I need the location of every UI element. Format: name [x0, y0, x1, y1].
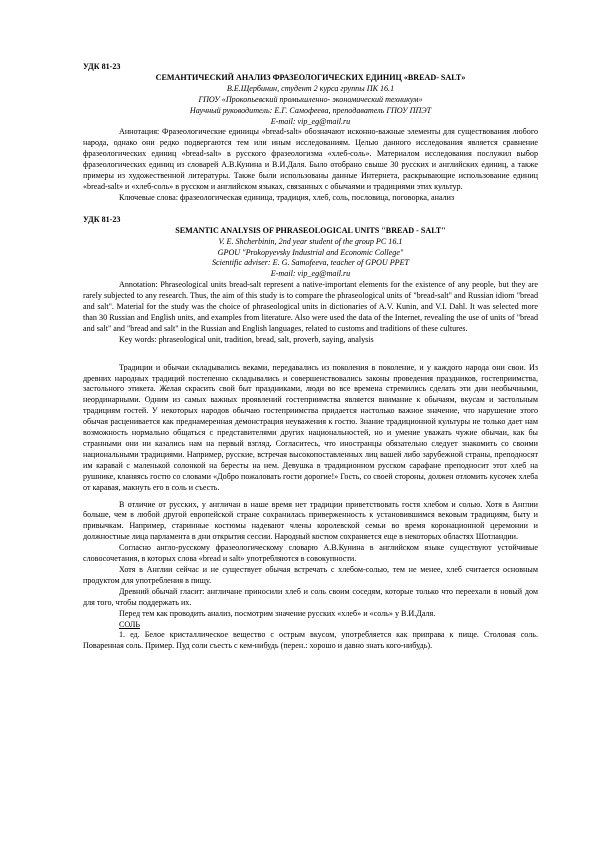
keywords-ru: Ключевые слова: фразеологическая единица, традиция, хлеб, соль, пословица, поговорка, анализ [119, 192, 455, 202]
body-paragraph-7: 1. ед. Белое кристаллическое вещество с острым вкусом, употребляется как приправа к пище. Столовая соль. Поваренная соль. Пример. Пуд соли съесть с кем-нибудь (перен.: хорошо и давно знать кого-нибудь). [83, 630, 538, 651]
advisor-en: Scientific adviser: E. G. Samofeeva, teacher of GPOU PPET [211, 258, 410, 268]
advisor-ru: Научный руководитель: Е.Г. Самофеева, преподаватель ГПОУ ППЭТ [189, 105, 432, 115]
body-paragraph-1: Традиции и обычаи складывались веками, передавались из поколения в поколение, и у каждого народа они свои. Из древних народных традиций постепенно складывались и совершенствовались законы проведения праздников, гостеприимства, застольного этикета. Желая скрасить свой быт праздниками, люди во все времена стремились сделать эти дни необычными, неординарными. Одним из самых важных проявлений гостеприимства является внимание к обычаям, вкусам и застольным традициям гостей. У некоторых народов обычаю гостеприимства придается настолько важное значение, что нарушение этого обычая расценивается как преднамеренная демонстрация неуважения к гостю. Знание традиционной культуры не только дает нам возможность нормально общаться с представителями других национальностей, но и умение уважать чужие обычаи, как бы странными они ни казались нам на первый взгляд. Согласитесь, что иностранцы обязательно следует знакомить со своими национальными традициями. Например, русские, встречая высокопоставленных лиц вашей либо зарубежной страны, преподносят им каравай с маленькой солонкой на бересты на нем. Девушка в традиционном русском сарафане преподносит этот хлеб на рушнике, кланяясь гостю со словами «Добро пожаловать гости дорогие!» Гость, со своей стороны, должен отломить кусочек хлеба от каравая, макнуть его в соль и съесть. [83, 362, 538, 492]
organization-ru: ГПОУ «Прокопьевский промышленно- экономический техникум» [198, 94, 423, 104]
paper-title-en: SEMANTIC ANALYSIS OF PHRASEOLOGICAL UNITS "BREAD - SALT" [175, 225, 446, 235]
body-paragraph-2: В отличие от русских, у англичан в наше время нет традиции приветствовать гостя хлебом и солью. Хотя в Англии больше, чем в любой другой европейской стране сохранилась приверженность к установившимся вековым традициям, быту и привычкам. Например, старинные костюмы надевают члены королевской семьи во время коронационной церемонии и должностные лица парламента в дни открытия сессии. Народный костюм сохраняется еще в некоторых областях Шотландии. [83, 499, 538, 542]
organization-en: GPOU "Prokopyevsky Industrial and Economic College" [217, 247, 404, 257]
keywords-en: Key words: phraseological unit, tradition, bread, salt, proverb, saying, analysis [119, 334, 374, 344]
body-paragraph-3: Согласно англо-русскому фразеологическому словарю А.В.Кунина в английском языке существуют устойчивые словосочетания, в которых слова «bread и salt» употребляются в совокупности. [83, 543, 538, 564]
udk-code: УДК 81-23 [83, 62, 121, 71]
udk-code-en: УДК 81-23 [83, 214, 121, 224]
author-ru: В.Е.Щербинин, студент 2 курса группы ПК 16.1 [226, 83, 395, 93]
email-ru: E-mail: vip_eg@mail.ru [270, 116, 351, 126]
paper-title-ru: СЕМАНТИЧЕСКИЙ АНАЛИЗ ФРАЗЕОЛОГИЧЕСКИХ ЕДИНИЦ «BREAD- SALT» [155, 72, 466, 82]
body-paragraph-5: Древний обычай гласит: англичане приносили хлеб и соль своим соседям, которые только что переехали в новый дом для того, чтобы поддержать их. [83, 586, 538, 607]
russian-header [83, 62, 538, 652]
author-en: V. E. Shcherbinin, 2nd year student of the group PC 16.1 [218, 236, 403, 246]
section-heading-salt: СОЛЬ [119, 619, 140, 629]
abstract-en: Annotation: Phraseological units bread-salt represent a native-important elements for the existence of any people, but they are rarely subjected to any research. Thus, the aim of this study is to compare the phraseological units of "bread-salt" and Russian idiom "bread and salt". Material for the study was the choice of phraseological units in dictionaries of A.V. Kunin, and V.I. Dahl. It was selected more than 30 Russian and English units, and examples from literature. Also were used the data of the Internet, revealing the use of units of "bread and salt" and "bread and salt" in the Russian and English languages, related to customs and traditions of these cultures. [83, 280, 538, 333]
body-paragraph-6: Перед тем как проводить анализ, посмотрим значение русских «хлеб» и «соль» у В.И.Даля. [119, 608, 436, 618]
body-paragraph-4: Хотя в Англии сейчас и не существует обычая встречать с хлебом-солью, тем не менее, хлеб считается основным продуктом для употребления в пищу. [83, 564, 538, 585]
abstract-ru: Аннотация: Фразеологические единицы «bread-salt» обозначают исконно-важные элементы для существования любого народа, однако они редко подвергаются тем или иным исследованиям. Целью данного исследования является сравнение фразеологических единиц «bread-salt» в русского фразеологизма «хлеб-соль». Материалом исследования послужил выбор фразеологических единиц из словарей А.В.Кунина и В.И.Даля. Было отобрано свыше 30 русских и английских единиц, а также примеры из художественной литературы. Также были использованы данные Интернета, раскрывающие использование единиц «bread-salt» и «хлеб-соль» в русском и английском языках, связанных с обычаями и традициями этих культур. [83, 127, 538, 191]
email-en: E-mail: vip_eg@mail.ru [270, 269, 351, 279]
